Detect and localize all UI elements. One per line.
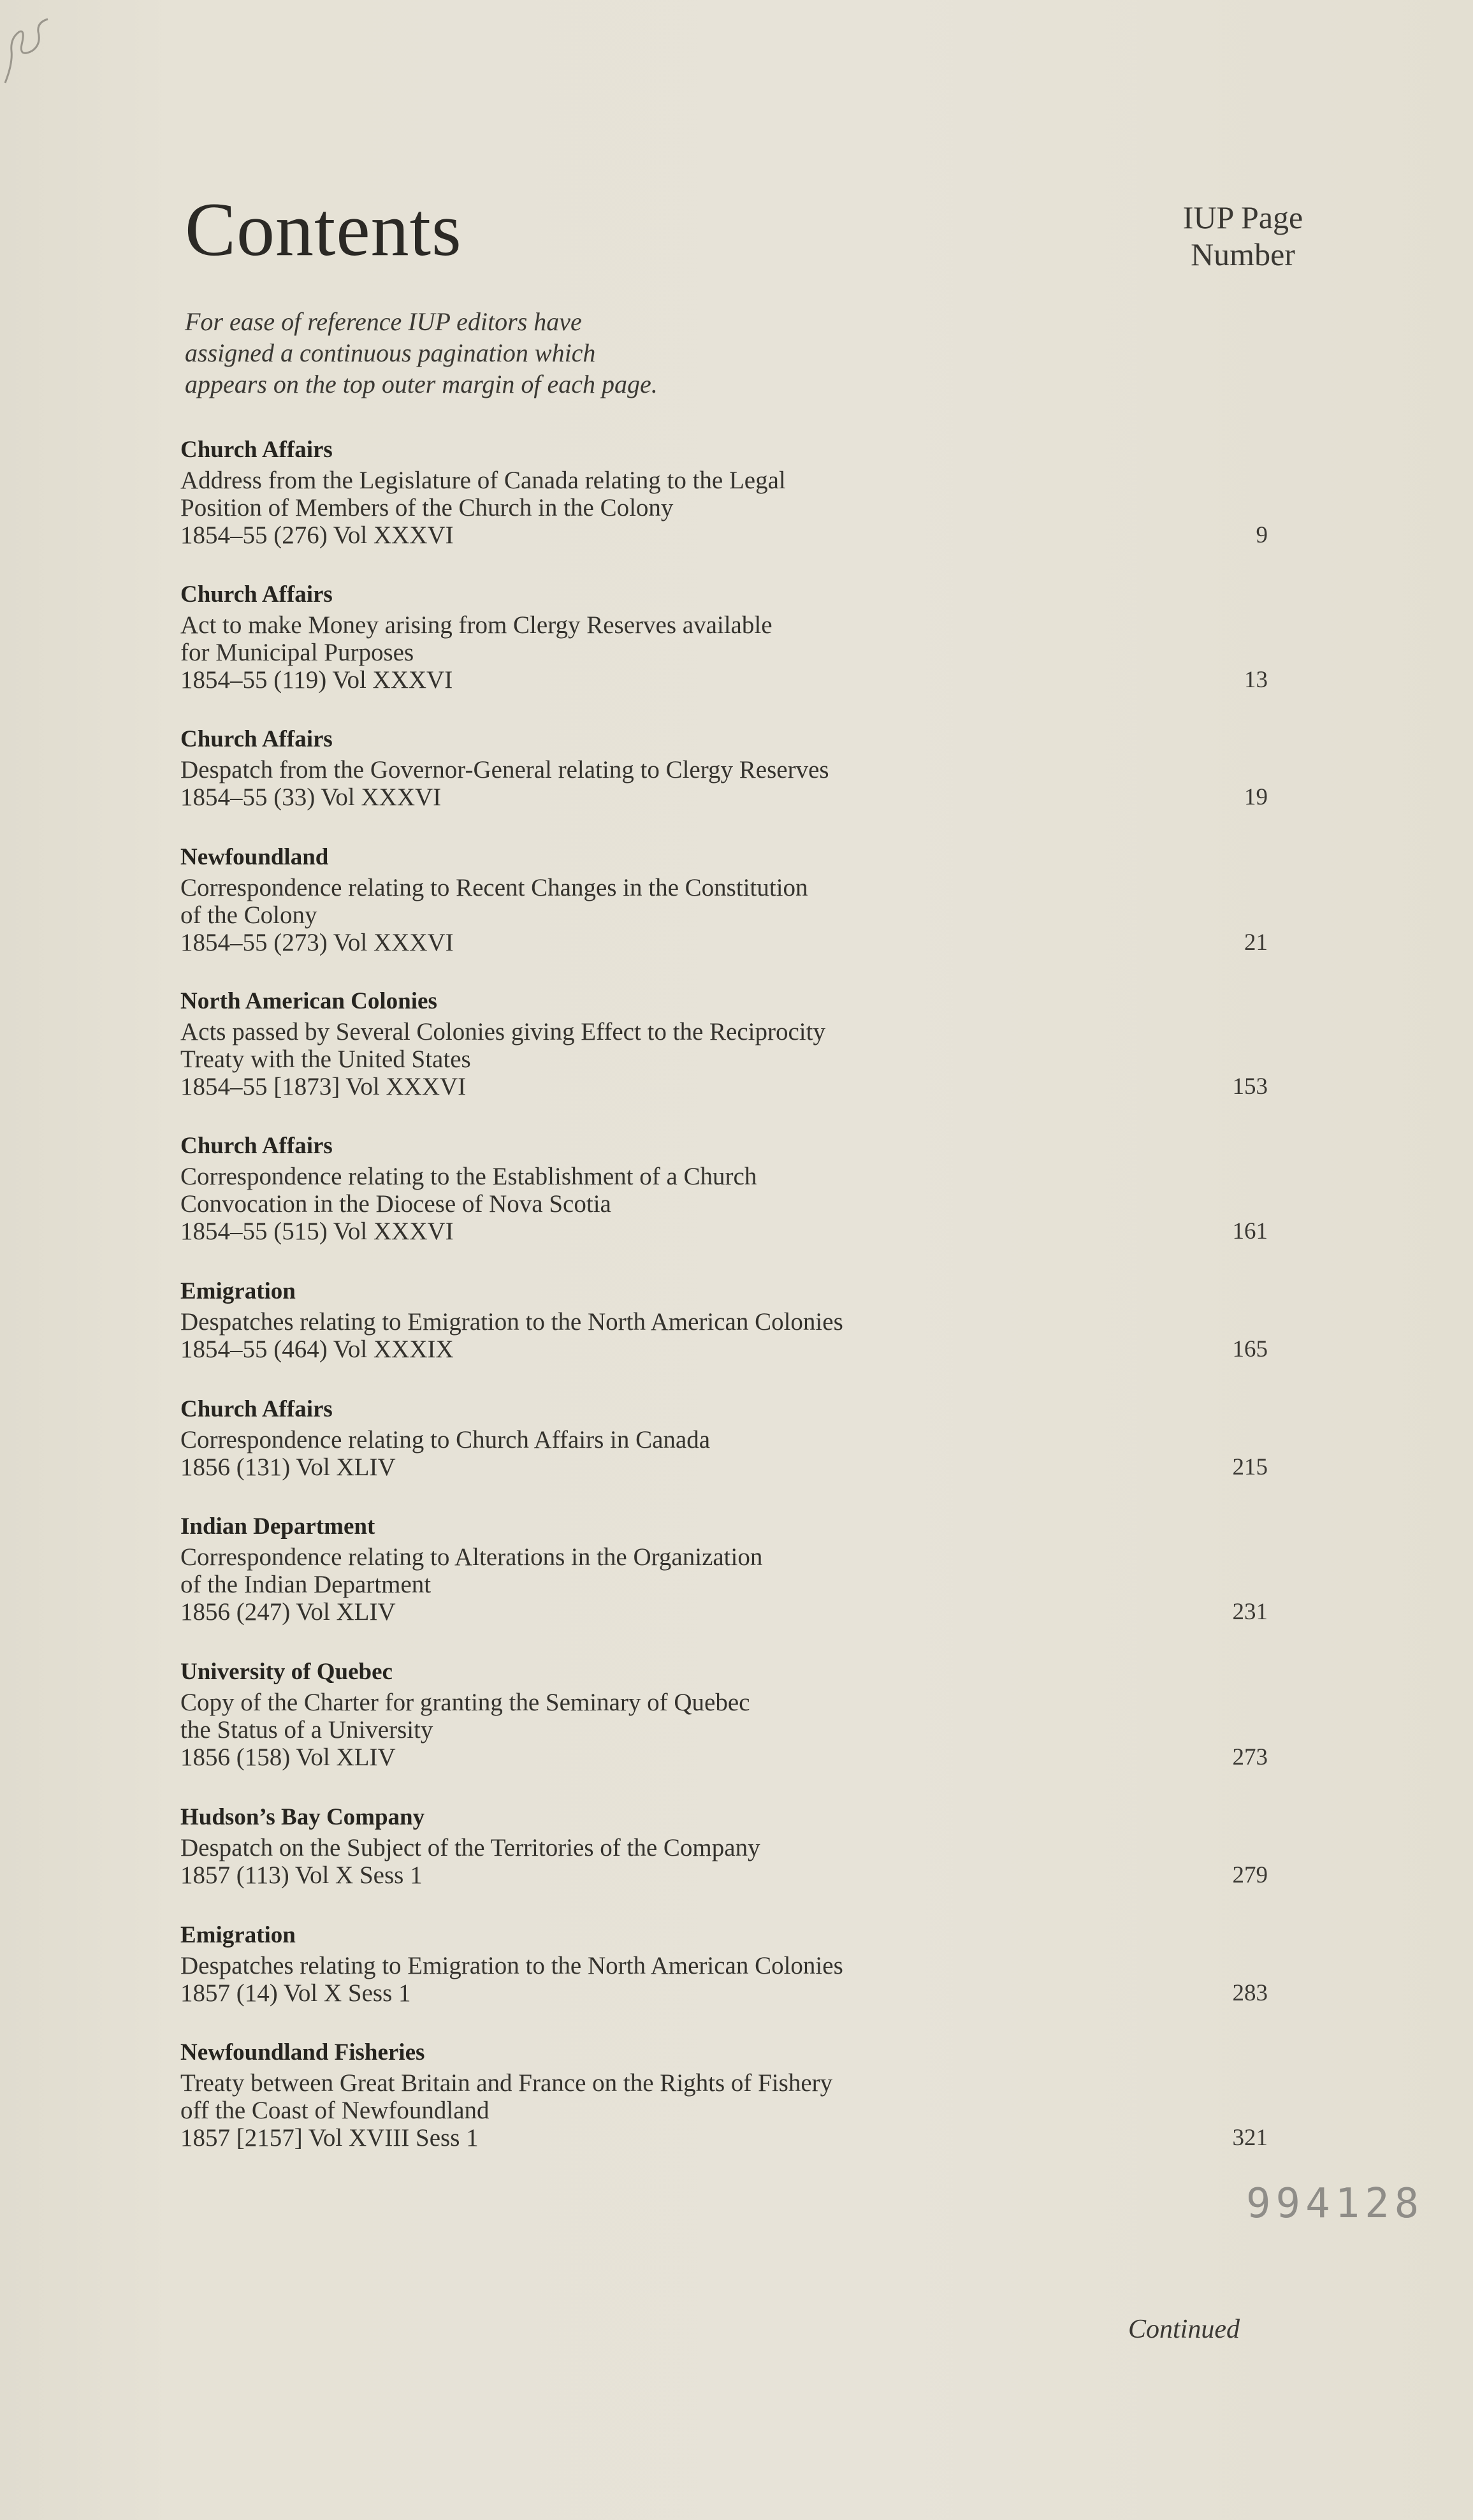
entry-page-number: 165 [1232, 1336, 1268, 1362]
entry-heading: Church Affairs [180, 1396, 333, 1422]
entry-line: 1854–55 (273) Vol XXXVI [180, 929, 454, 956]
entry-page-number: 231 [1232, 1599, 1268, 1625]
entry-line: 1857 (113) Vol X Sess 1 [180, 1861, 423, 1889]
entry-line: 1857 (14) Vol X Sess 1 [180, 1979, 411, 2007]
entry-page-number: 161 [1232, 1218, 1268, 1244]
entry-page-number: 19 [1244, 784, 1268, 810]
entry-page-number: 9 [1256, 522, 1268, 548]
entry-line: of the Indian Department [180, 1571, 432, 1598]
entry-heading: Emigration [180, 1922, 296, 1948]
entry-page-number: 21 [1244, 929, 1268, 956]
intro-line: For ease of reference IUP editors have [185, 307, 582, 336]
entry-heading: Church Affairs [180, 726, 333, 752]
entry-line: Correspondence relating to Alterations in the Organization [180, 1543, 763, 1571]
contents-entry [180, 1513, 1268, 1626]
entry-page-number: 13 [1244, 667, 1268, 693]
entry-line: Despatches relating to Emigration to the North American Colonies [180, 1308, 843, 1336]
intro-line: appears on the top outer margin of each page. [185, 370, 658, 398]
column-header-line: Number [1191, 237, 1295, 272]
contents-entry [180, 581, 1268, 694]
entry-line: Convocation in the Diocese of Nova Scotia [180, 1190, 611, 1218]
contents-entry [180, 436, 1268, 549]
entry-line: Act to make Money arising from Clergy Reserves available [180, 611, 773, 639]
contents-entry [180, 725, 1268, 811]
column-header-line: IUP Page [1182, 200, 1303, 235]
entry-line: Correspondence relating to Recent Changes in the Constitution [180, 874, 808, 901]
contents-entry [180, 1658, 1268, 1771]
entry-heading: Church Affairs [180, 581, 333, 608]
entry-page-number: 273 [1232, 1744, 1268, 1770]
contents-entry [180, 1278, 1268, 1363]
entry-line: 1856 (158) Vol XLIV [180, 1744, 396, 1771]
entry-line: the Status of a University [180, 1716, 433, 1744]
entry-line: 1854–55 (464) Vol XXXIX [180, 1336, 454, 1363]
entry-page-number: 153 [1232, 1074, 1268, 1100]
entry-line: 1856 (131) Vol XLIV [180, 1453, 396, 1481]
contents-entry [180, 1803, 1268, 1889]
contents-entry [180, 987, 1268, 1100]
entry-heading: Hudson’s Bay Company [180, 1804, 425, 1830]
entry-line: 1854–55 (515) Vol XXXVI [180, 1218, 454, 1245]
entry-line: 1854–55 [1873] Vol XXXVI [180, 1073, 467, 1100]
entry-line: 1856 (247) Vol XLIV [180, 1598, 396, 1626]
entry-page-number: 279 [1232, 1862, 1268, 1888]
entry-line: Despatch from the Governor-General relating to Clergy Reserves [180, 756, 829, 783]
page-number-column-header [1141, 199, 1345, 273]
entry-page-number: 215 [1232, 1454, 1268, 1480]
continued-label: Continued [1128, 2315, 1240, 2344]
entry-heading: Church Affairs [180, 1133, 333, 1159]
contents-entry [180, 2039, 1268, 2152]
entry-line: Copy of the Charter for granting the Seminary of Quebec [180, 1689, 750, 1716]
contents-entry [180, 1395, 1268, 1481]
entry-line: 1857 [2157] Vol XVIII Sess 1 [180, 2124, 479, 2152]
entry-line: 1854–55 (276) Vol XXXVI [180, 521, 454, 549]
entry-heading: Newfoundland Fisheries [180, 2039, 425, 2065]
entry-line: Acts passed by Several Colonies giving Effect to the Reciprocity [180, 1018, 825, 1045]
intro-line: assigned a continuous pagination which [185, 339, 596, 367]
entry-line: Correspondence relating to Church Affairs in Canada [180, 1426, 711, 1453]
entry-line: Despatches relating to Emigration to the North American Colonies [180, 1952, 843, 1979]
entry-line: Position of Members of the Church in the Colony [180, 494, 674, 521]
accession-stamp-number: 994128 [1246, 2180, 1425, 2227]
entry-line: of the Colony [180, 901, 317, 929]
entry-line: off the Coast of Newfoundland [180, 2097, 490, 2124]
entry-heading: North American Colonies [180, 988, 437, 1014]
contents-entry [180, 843, 1268, 956]
page-title: Contents [185, 187, 462, 272]
entry-line: Despatch on the Subject of the Territories of the Company [180, 1834, 760, 1861]
entry-heading: Newfoundland [180, 844, 329, 870]
contents-entry [180, 1132, 1268, 1245]
entry-line: Address from the Legislature of Canada relating to the Legal [180, 467, 786, 494]
entry-line: Correspondence relating to the Establishment of a Church [180, 1163, 757, 1190]
intro-note [185, 306, 758, 400]
entry-line: Treaty between Great Britain and France on the Rights of Fishery [180, 2069, 833, 2097]
entry-page-number: 283 [1232, 1980, 1268, 2006]
entry-heading: Church Affairs [180, 437, 333, 463]
entry-heading: University of Quebec [180, 1659, 393, 1685]
entry-line: 1854–55 (33) Vol XXXVI [180, 783, 442, 811]
entry-line: 1854–55 (119) Vol XXXVI [180, 666, 453, 694]
entry-page-number: 321 [1232, 2125, 1268, 2151]
entry-heading: Emigration [180, 1278, 296, 1304]
contents-entry [180, 1921, 1268, 2007]
entry-heading: Indian Department [180, 1513, 375, 1540]
entry-line: for Municipal Purposes [180, 639, 414, 666]
pencil-mark [0, 13, 57, 89]
entry-line: Treaty with the United States [180, 1045, 471, 1073]
